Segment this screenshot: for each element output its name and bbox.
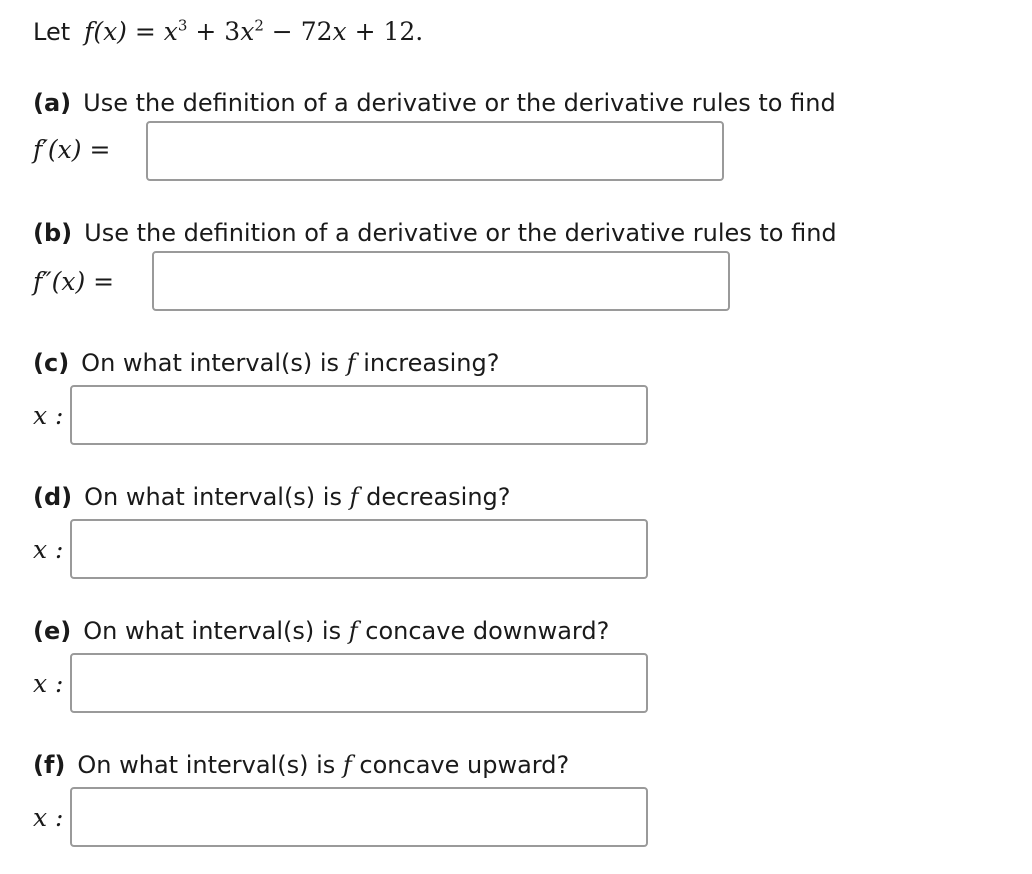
- part-c-label: (c): [33, 349, 70, 377]
- part-c-text-before: On what interval(s) is: [81, 349, 340, 377]
- part-a-lhs: f′(x) =: [33, 135, 111, 164]
- function-rhs: = $x^3 + 3x^2 - 72x + 12$.: [134, 16, 424, 46]
- part-c-text-after: increasing?: [363, 349, 500, 377]
- part-c-lhs: x :: [33, 401, 64, 430]
- part-b-label: (b): [33, 219, 73, 247]
- part-d-question: [33, 480, 511, 514]
- part-e-question: [33, 614, 609, 648]
- part-c-question: [33, 346, 499, 380]
- part-e-answer-input[interactable]: [70, 653, 648, 713]
- part-b-answer-input[interactable]: [152, 251, 730, 311]
- problem-lead: Let: [33, 18, 71, 46]
- part-a-label: (a): [33, 89, 72, 117]
- part-d-lhs: x :: [33, 535, 64, 564]
- part-d-var: f: [349, 483, 359, 511]
- part-e-text-after: concave downward?: [365, 617, 610, 645]
- part-c-answer-input[interactable]: [70, 385, 648, 445]
- part-e-lhs: x :: [33, 669, 64, 698]
- part-f-text-after: concave upward?: [359, 751, 570, 779]
- part-f-var: f: [342, 751, 352, 779]
- part-b-text: Use the definition of a derivative or the derivative rules to find: [84, 219, 837, 247]
- part-d-label: (d): [33, 483, 73, 511]
- part-f-lhs: x :: [33, 803, 64, 832]
- part-f-label: (f): [33, 751, 66, 779]
- part-d-text-before: On what interval(s) is: [84, 483, 342, 511]
- part-e-label: (e): [33, 617, 72, 645]
- part-d-answer-input[interactable]: [70, 519, 648, 579]
- function-lhs: f(x): [84, 17, 127, 46]
- part-f-answer-input[interactable]: [70, 787, 648, 847]
- part-f-question: [33, 748, 569, 782]
- part-a-question: [33, 86, 836, 120]
- part-e-var: f: [348, 617, 358, 645]
- part-c-var: f: [346, 349, 356, 377]
- part-a-text: Use the definition of a derivative or the derivative rules to find: [83, 89, 836, 117]
- part-b-question: [33, 216, 837, 250]
- problem-statement: [33, 12, 423, 52]
- part-d-text-after: decreasing?: [366, 483, 511, 511]
- part-e-text-before: On what interval(s) is: [83, 617, 342, 645]
- part-b-lhs: f″(x) =: [33, 267, 115, 296]
- part-a-answer-input[interactable]: [146, 121, 724, 181]
- part-f-text-before: On what interval(s) is: [77, 751, 336, 779]
